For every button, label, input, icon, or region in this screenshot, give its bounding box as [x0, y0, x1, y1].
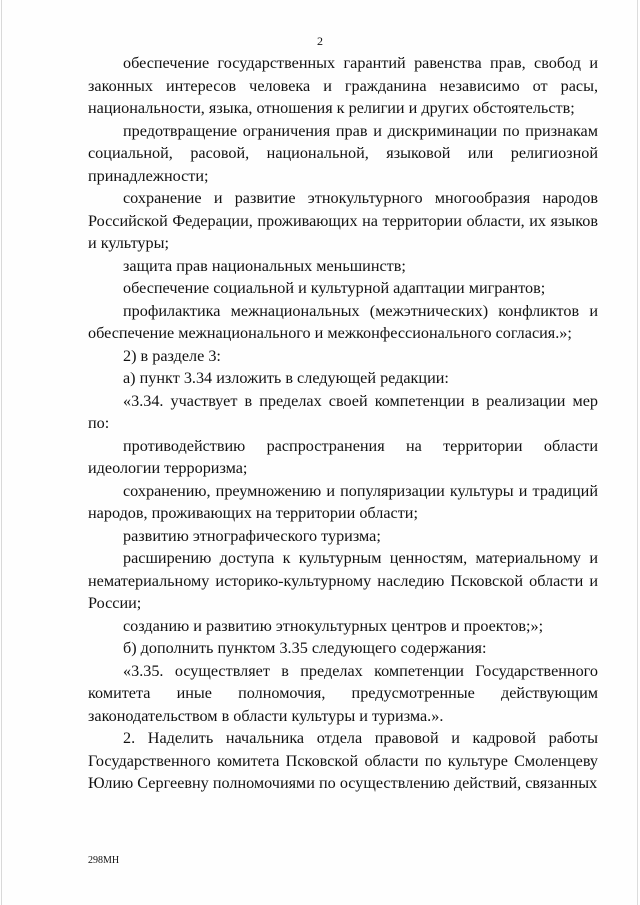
paragraph-guarantees: обеспечение государственных гарантий равенства прав, свобод и законных интересов человека и гражданина независимо от расы, национальности, языка, отношения к религии и других обстоятельств; [88, 54, 598, 117]
paragraph-tourism: развитию этнографического туризма; [123, 526, 381, 545]
document-body [88, 52, 598, 795]
page-number: 2 [317, 34, 323, 48]
paragraph-authorization: 2. Наделить начальника отдела правовой и кадровой работы Государственного комитета Псковской области по культуре Смоленцеву Юлию Сергеевну полномочиями по осуществлению действий, связанных [88, 729, 598, 792]
paragraph-heritage-access: расширению доступа к культурным ценностям, материальному и нематериальному историко-культурному наследию Псковской области и России; [88, 549, 598, 612]
paragraph-conflict-prevention: профилактика межнациональных (межэтнических) конфликтов и обеспечение межнационального и межконфессионального согласия.»; [88, 301, 598, 342]
paragraph-discrimination: предотвращение ограничения прав и дискриминации по признакам социальной, расовой, национальной, языковой или религиозной принадлежности; [88, 121, 598, 185]
paragraph-item-3-34-intro: а) пункт 3.34 изложить в следующей редакции: [123, 369, 449, 387]
scan-edge-right [637, 0, 638, 905]
paragraph-ethnocultural-diversity: сохранение и развитие этнокультурного многообразия народов Российской Федерации, проживающих на территории области, их языков и культуры; [88, 189, 598, 252]
paragraph-terrorism: противодействию распространения на территории области идеологии терроризма; [88, 436, 598, 477]
paragraph-item-3-35: «3.35. осуществляет в пределах компетенции Государственного комитета иные полномочия, предусмотренные действующим законодательством в области культуры и туризма.». [88, 661, 598, 725]
paragraph-section-3: 2) в разделе 3: [123, 346, 221, 365]
paragraph-item-3-34: «3.34. участвует в пределах своей компетенции в реализации мер по: [88, 391, 598, 432]
paragraph-traditions: сохранению, преумножению и популяризации культуры и традиций народов, проживающих на территории области; [88, 481, 598, 522]
paragraph-item-3-35-intro: б) дополнить пунктом 3.35 следующего содержания: [123, 639, 487, 657]
paragraph-migrants: обеспечение социальной и культурной адаптации мигрантов; [123, 279, 546, 297]
scan-edge-left [1, 0, 2, 905]
paragraph-centers: созданию и развитию этнокультурных центров и проектов;»; [123, 616, 544, 635]
paragraph-minorities: защита прав национальных меньшинств; [123, 256, 406, 275]
document-code: 298МН [88, 855, 120, 866]
